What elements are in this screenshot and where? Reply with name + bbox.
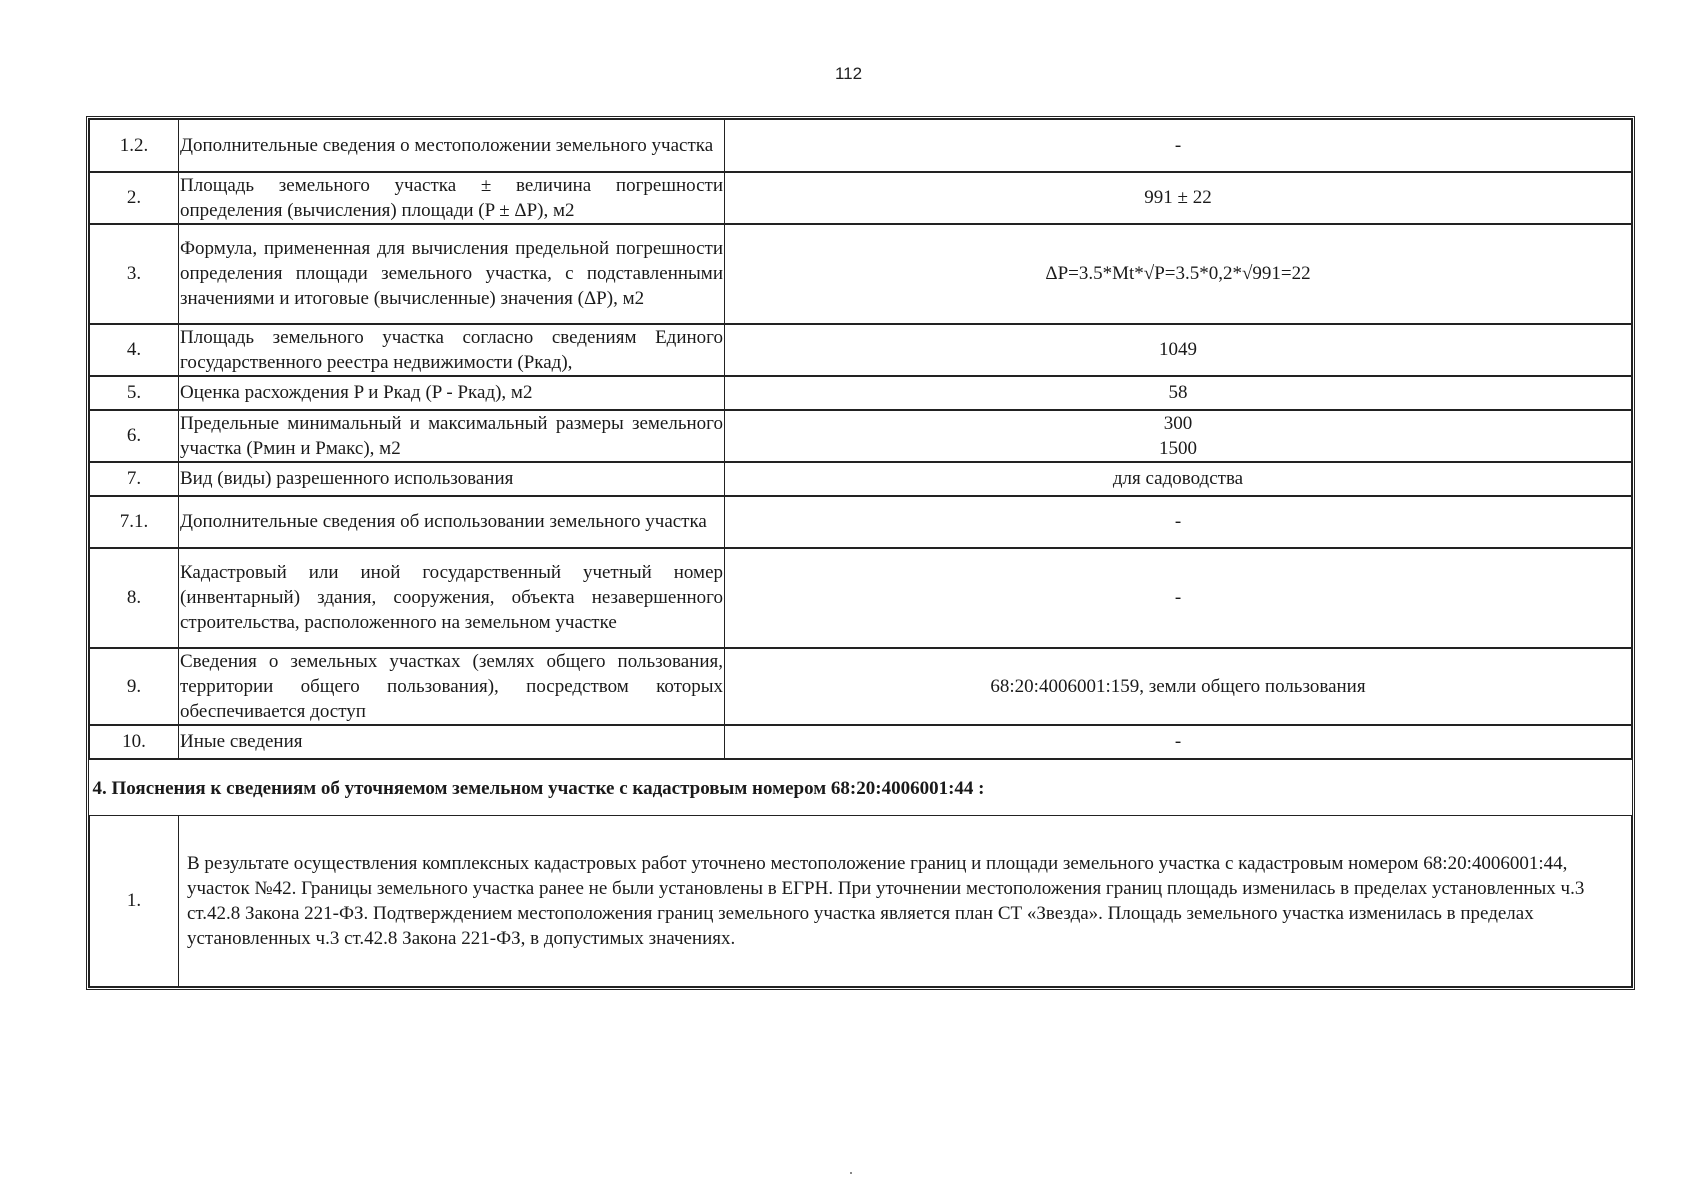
row-value: 991 ± 22 [725,172,1632,224]
row-label: Иные сведения [179,725,725,759]
note-row [90,815,1632,986]
table-row [90,224,1632,324]
row-number: 7.1. [90,496,179,548]
row-number: 5. [90,376,179,410]
row-label: Площадь земельного участка согласно сведениям Единого государственного реестра недвижимости (Ркад), [179,324,725,376]
row-label: Дополнительные сведения о местоположении земельного участка [179,120,725,172]
row-label: Сведения о земельных участках (землях общего пользования, территории общего пользования), посредством которых обеспечивается доступ [179,648,725,725]
row-value: - [725,548,1632,648]
row-label: Формула, примененная для вычисления предельной погрешности определения площади земельного участка, с подставленными значениями и итоговые (вычисленные) значения (ΔP), м2 [179,224,725,324]
table-row [90,120,1632,172]
table-row [90,462,1632,496]
row-number: 10. [90,725,179,759]
table-row [90,324,1632,376]
row-number: 8. [90,548,179,648]
row-label: Вид (виды) разрешенного использования [179,462,725,496]
table-row [90,648,1632,725]
row-value: 68:20:4006001:159, земли общего пользования [725,648,1632,725]
note-number: 1. [90,815,179,986]
scan-artifact-dot [850,1172,852,1174]
table-row [90,496,1632,548]
table-row [90,410,1632,462]
row-value: 58 [725,376,1632,410]
table-row [90,548,1632,648]
table-row [90,172,1632,224]
row-number: 3. [90,224,179,324]
row-label: Кадастровый или иной государственный учетный номер (инвентарный) здания, сооружения, объекта незавершенного строительства, расположенного на земельном участке [179,548,725,648]
row-value: 1049 [725,324,1632,376]
row-number: 7. [90,462,179,496]
row-number: 6. [90,410,179,462]
row-value: - [725,496,1632,548]
row-value: для садоводства [725,462,1632,496]
row-label: Оценка расхождения P и Ркад (P - Ркад), м2 [179,376,725,410]
row-number: 9. [90,648,179,725]
row-label: Предельные минимальный и максимальный размеры земельного участка (Рмин и Рмакс), м2 [179,410,725,462]
row-label: Дополнительные сведения об использовании земельного участка [179,496,725,548]
row-label: Площадь земельного участка ± величина погрешности определения (вычисления) площади (P ± ΔP), м2 [179,172,725,224]
row-value: ΔP=3.5*Mt*√P=3.5*0,2*√991=22 [725,224,1632,324]
section-heading-row [90,759,1632,816]
row-value: - [725,120,1632,172]
row-number: 1.2. [90,120,179,172]
row-number: 4. [90,324,179,376]
page-number: 112 [834,64,863,83]
note-text: В результате осуществления комплексных кадастровых работ уточнено местоположение границ и площади земельного участка с кадастровым номером 68:20:4006001:44, участок №42. Границы земельного участка ранее не были установлены в ЕГРН. При уточнении местоположения границ площадь изменилась в пределах установленных ч.3 ст.42.8 Закона 221-ФЗ. Подтверждением местоположения границ земельного участка является план СТ «Звезда». Площадь земельного участка изменилась в пределах установленных ч.3 ст.42.8 Закона 221-ФЗ, в допустимых значениях. [179,815,1632,986]
row-value: - [725,725,1632,759]
land-plot-info-table [86,116,1635,990]
table-row [90,725,1632,759]
section-title: 4. Пояснения к сведениям об уточняемом земельном участке с кадастровым номером 68:20:4006001:44 : [90,759,1632,816]
table-row [90,376,1632,410]
row-number: 2. [90,172,179,224]
row-value: 300 1500 [725,410,1632,462]
